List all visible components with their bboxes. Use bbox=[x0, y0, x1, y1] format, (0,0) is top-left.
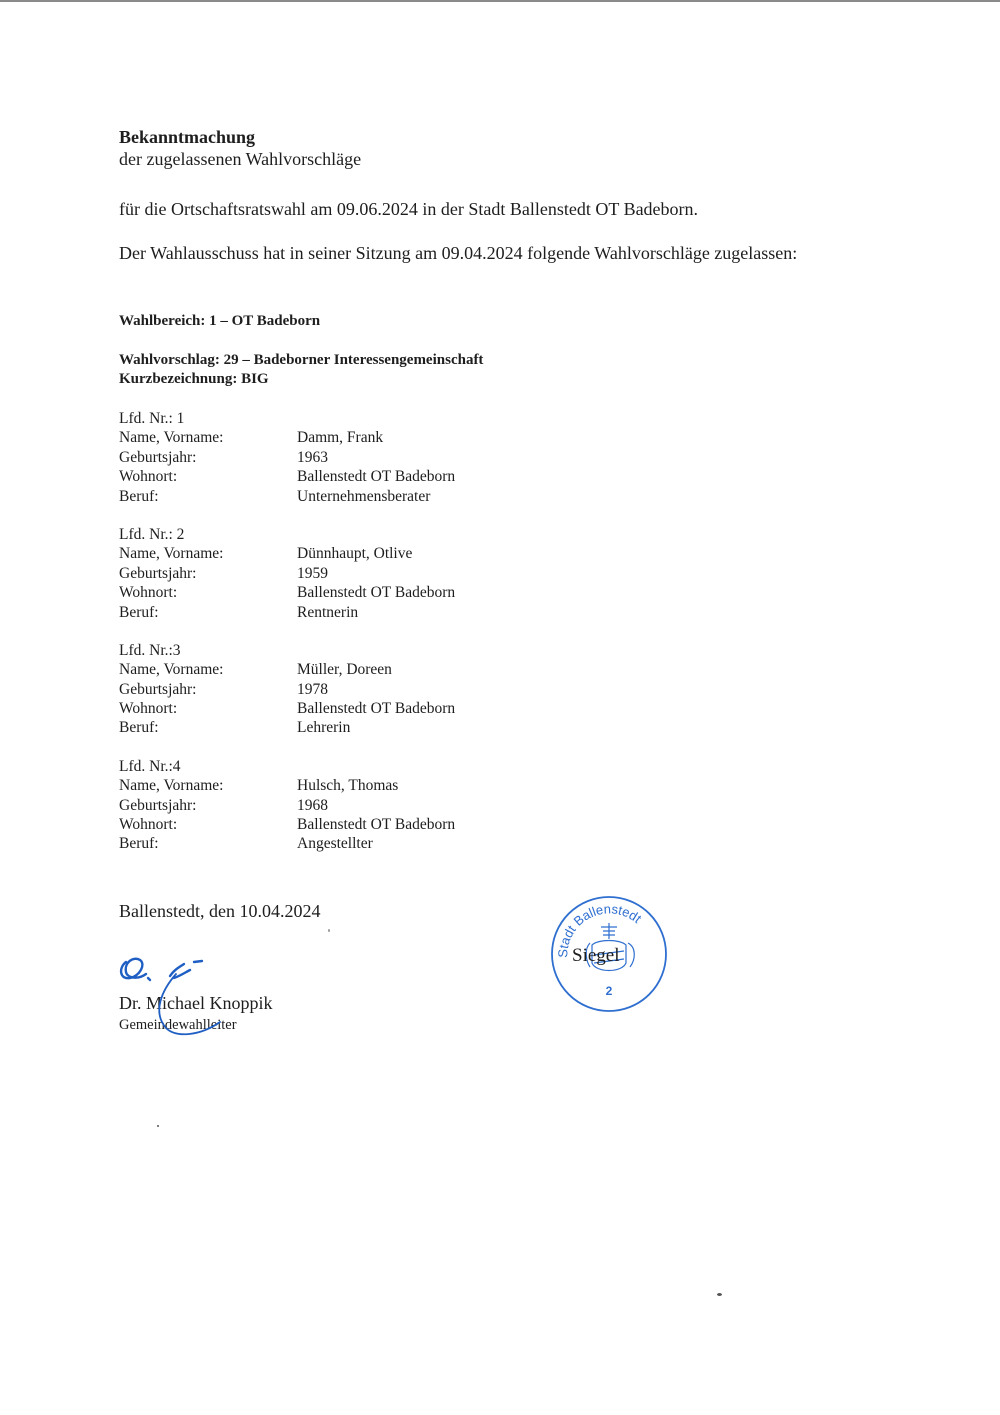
candidate-number: Lfd. Nr.: 1 bbox=[119, 410, 185, 427]
candidate-occupation: Lehrerin bbox=[297, 719, 351, 737]
candidate-number: Lfd. Nr.:4 bbox=[119, 757, 181, 775]
signer-name: Dr. Michael Knoppik bbox=[119, 993, 273, 1013]
place-and-date: Ballenstedt, den 10.04.2024 bbox=[119, 901, 321, 921]
candidate-occupation: Unternehmensberater bbox=[297, 487, 431, 505]
occupation-label: Beruf: bbox=[119, 603, 159, 621]
candidate-birth-year: 1963 bbox=[297, 448, 328, 466]
committee-line: Der Wahlausschuss hat in seiner Sitzung am 09.04.2024 folgende Wahlvorschläge zugelassen: bbox=[119, 243, 798, 263]
occupation-label: Beruf: bbox=[119, 835, 159, 853]
scan-speck bbox=[328, 929, 330, 932]
candidate-entry bbox=[119, 757, 455, 854]
birth-year-label: Geburtsjahr: bbox=[119, 680, 197, 698]
name-label: Name, Vorname: bbox=[119, 545, 224, 563]
candidate-name: Hulsch, Thomas bbox=[297, 777, 399, 795]
residence-label: Wohnort: bbox=[119, 816, 178, 834]
candidate-name: Dünnhaupt, Otlive bbox=[297, 545, 413, 563]
birth-year-label: Geburtsjahr: bbox=[119, 796, 197, 814]
birth-year-label: Geburtsjahr: bbox=[119, 564, 197, 582]
scan-speck bbox=[157, 1125, 159, 1127]
candidate-occupation: Rentnerin bbox=[297, 603, 359, 621]
candidate-residence: Ballenstedt OT Badeborn bbox=[297, 816, 456, 834]
candidate-birth-year: 1978 bbox=[297, 680, 328, 698]
candidate-entry bbox=[119, 525, 455, 622]
name-label: Name, Vorname: bbox=[119, 777, 224, 795]
birth-year-label: Geburtsjahr: bbox=[119, 448, 197, 466]
occupation-label: Beruf: bbox=[119, 487, 159, 505]
scan-top-edge bbox=[0, 0, 1000, 2]
candidate-list bbox=[119, 409, 455, 873]
candidate-name: Müller, Doreen bbox=[297, 661, 392, 679]
residence-label: Wohnort: bbox=[119, 584, 178, 602]
residence-label: Wohnort: bbox=[119, 700, 178, 718]
document-subtitle: der zugelassenen Wahlvorschläge bbox=[119, 149, 362, 169]
candidate-residence: Ballenstedt OT Badeborn bbox=[297, 468, 456, 486]
candidate-number: Lfd. Nr.: 2 bbox=[119, 525, 185, 543]
election-line: für die Ortschaftsratswahl am 09.06.2024 in der Stadt Ballenstedt OT Badeborn. bbox=[119, 199, 699, 219]
residence-label: Wohnort: bbox=[119, 468, 178, 486]
proposal-heading: Wahlvorschlag: 29 – Badeborner Interessengemeinschaft bbox=[119, 352, 484, 368]
candidate-entry bbox=[119, 409, 455, 506]
occupation-label: Beruf: bbox=[119, 719, 159, 737]
name-label: Name, Vorname: bbox=[119, 429, 224, 447]
signer-role: Gemeindewahlleiter bbox=[119, 1017, 237, 1033]
constituency-heading: Wahlbereich: 1 – OT Badeborn bbox=[119, 313, 321, 329]
candidate-birth-year: 1968 bbox=[297, 796, 328, 814]
name-label: Name, Vorname: bbox=[119, 661, 224, 679]
candidate-residence: Ballenstedt OT Badeborn bbox=[297, 584, 456, 602]
official-seal bbox=[548, 893, 670, 1015]
handwritten-signature bbox=[112, 950, 262, 1050]
candidate-birth-year: 1959 bbox=[297, 564, 328, 582]
seal-number: 2 bbox=[605, 984, 613, 998]
seal-ring-text: Stadt Ballenstedt bbox=[555, 901, 645, 959]
candidate-number: Lfd. Nr.:3 bbox=[119, 641, 181, 659]
candidate-name: Damm, Frank bbox=[297, 429, 384, 447]
seal-center-text: Siegel bbox=[572, 945, 620, 966]
document-title: Bekanntmachung bbox=[119, 127, 256, 147]
scan-speck bbox=[717, 1293, 722, 1296]
candidate-entry bbox=[119, 641, 455, 738]
candidate-occupation: Angestellter bbox=[297, 835, 373, 853]
candidate-residence: Ballenstedt OT Badeborn bbox=[297, 700, 456, 718]
short-name-heading: Kurzbezeichnung: BIG bbox=[119, 371, 269, 387]
